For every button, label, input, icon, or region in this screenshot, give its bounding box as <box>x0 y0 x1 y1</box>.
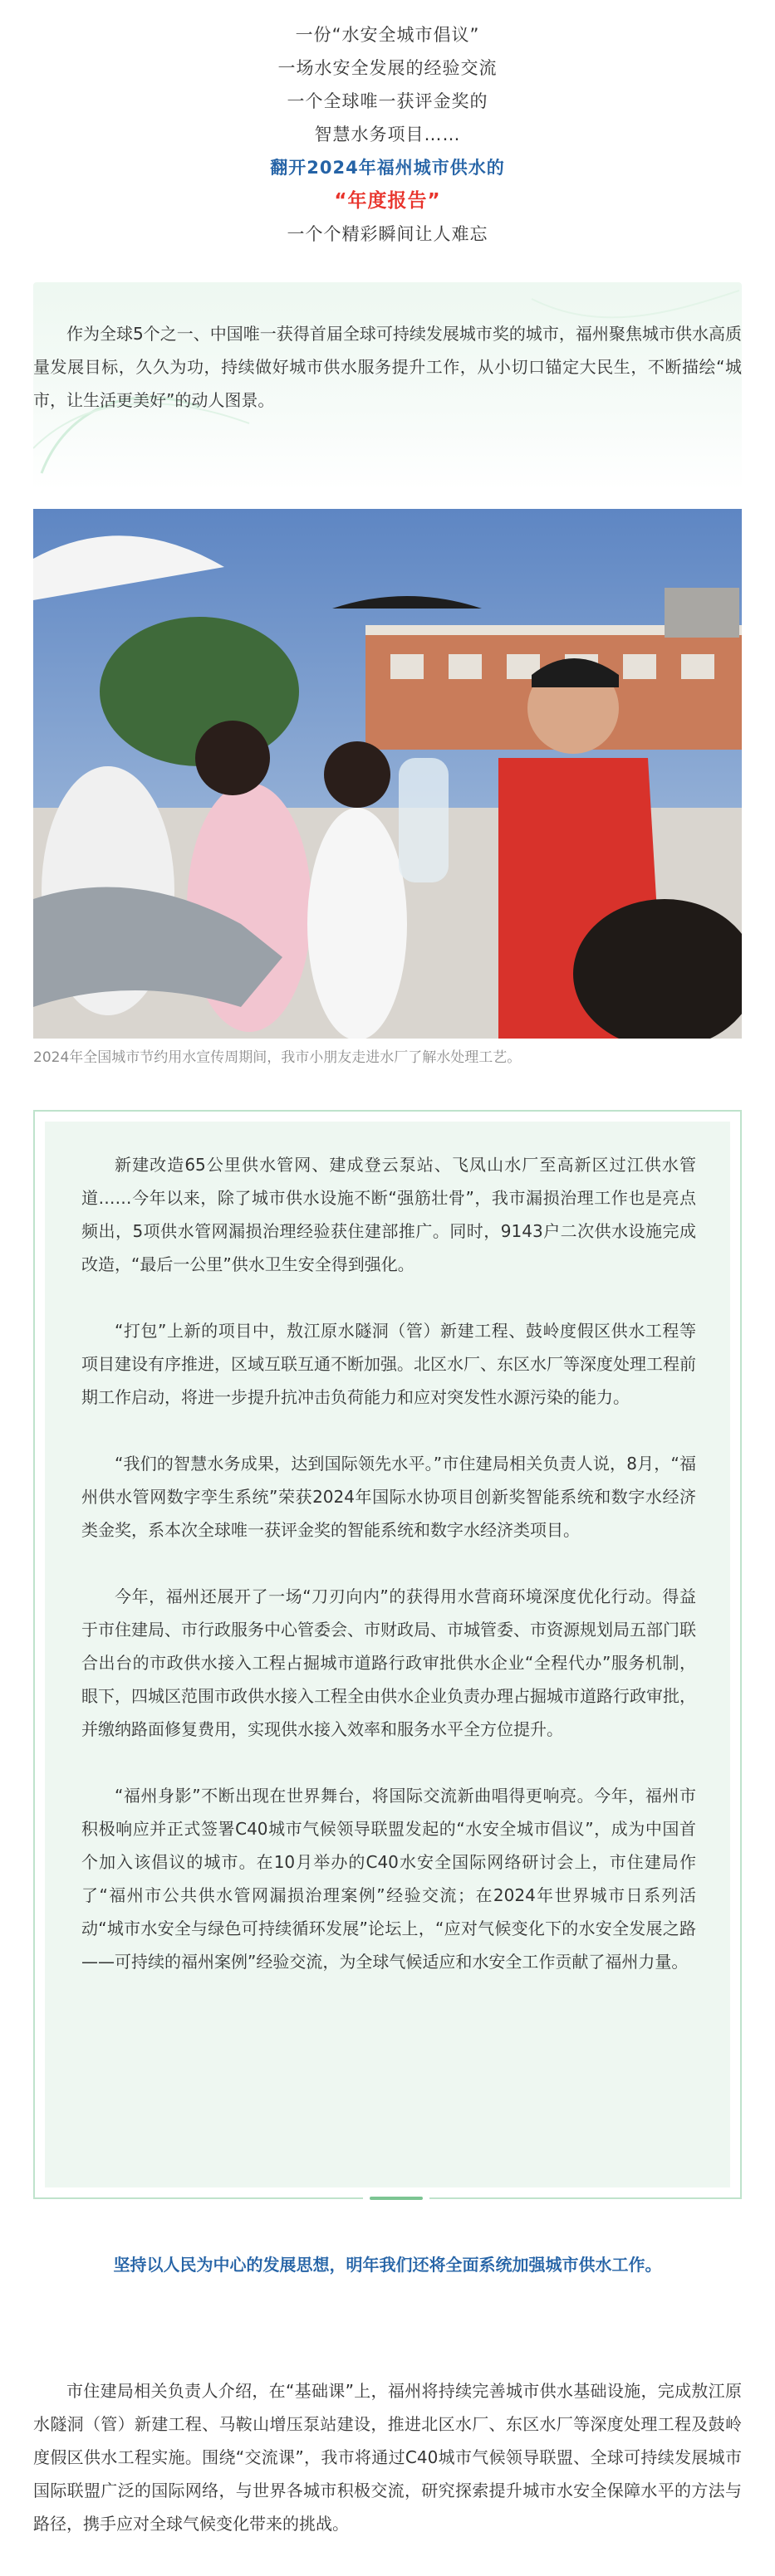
box-paragraph: “打包”上新的项目中，敖江原水隧洞（管）新建工程、鼓岭度假区供水工程等项目建设有序推进，区域互联互通不断加强。北区水厂、东区水厂等深度处理工程前期工作启动，将进一步提升抗冲击负荷能力和应对突发性水源污染的能力。 <box>81 1321 696 1407</box>
photo-caption: 2024年全国城市节约用水宣传周期间，我市小朋友走进水厂了解水处理工艺。 <box>33 1049 522 1066</box>
closing-paragraph: 市住建局相关负责人介绍，在“基础课”上，福州将持续完善城市供水基础设施，完成敖江原水隧洞（管）新建工程、马鞍山增压泵站建设，推进北区水厂、东区水厂等深度处理工程及鼓岭度假区供水工程实施。围绕“交流课”，我市将通过C40城市气候领导联盟、全球可持续发展城市国际联盟广泛的国际网络，与世界各城市积极交流，研究探索提升城市水安全保障水平的方法与路径，携手应对全球气候变化带来的挑战。 <box>33 2381 742 2534</box>
box-paragraph: “福州身影”不断出现在世界舞台，将国际交流新曲唱得更响亮。今年，福州市积极响应并正式签署C40城市气候领导联盟发起的“水安全城市倡议”，成为中国首个加入该倡议的城市。在10月举办的C40水安全国际网络研讨会上，市住建局作了“福州市公共供水管网漏损治理案例”经验交流；在2024年世界城市日系列活动“城市水安全与绿色可持续循环发展”论坛上，“应对气候变化下的水安全发展之路——可持续的福州案例”经验交流，为全球气候适应和水安全工作贡献了福州力量。 <box>81 1786 696 1972</box>
intro-line-1: 一份“水安全城市倡议” <box>295 25 480 45</box>
intro-line-4: 智慧水务项目…… <box>314 125 461 144</box>
box-paragraph: 今年，福州还展开了一场“刀刃向内”的获得用水营商环境深度优化行动。得益于市住建局、市行政服务中心管委会、市财政局、市城管委、市资源规划局五部门联合出台的市政供水接入工程占掘城市道路行政审批供水企业“全程代办”服务机制，眼下，四城区范围市政供水接入工程全由供水企业负责办理占掘城市道路行政审批，并缴纳路面修复费用，实现供水接入效率和服务水平全方位提升。 <box>81 1586 696 1739</box>
lead-section <box>33 282 742 490</box>
box-paragraph: 新建改造65公里供水管网、建成登云泵站、飞凤山水厂至高新区过江供水管道……今年以来，除了城市供水设施不断“强筋壮骨”，我市漏损治理工作也是亮点频出，5项供水管网漏损治理经验获住建部推广。同时，9143户二次供水设施完成改造，“最后一公里”供水卫生安全得到强化。 <box>81 1155 696 1274</box>
intro-line-3: 一个全球唯一获评金奖的 <box>287 91 488 111</box>
lead-paragraph: 作为全球5个之一、中国唯一获得首届全球可持续发展城市奖的城市，福州聚焦城市供水高质量发展目标，久久为功，持续做好城市供水服务提升工作，从小切口锚定大民生，不断描绘“城市，让生活更美好”的动人图景。 <box>33 324 742 410</box>
intro-line-5-highlight: 翻开2024年福州城市供水的 <box>270 158 505 178</box>
news-box <box>33 1110 742 2199</box>
intro-line-6-annual-report: “年度报告” <box>334 190 441 212</box>
box-bottom-tab <box>363 2194 429 2202</box>
intro-line-2: 一场水安全发展的经验交流 <box>277 58 498 78</box>
event-photo <box>33 509 742 1039</box>
intro-block <box>0 18 775 251</box>
water-plant-visit-photo <box>33 509 742 1039</box>
box-paragraph: “我们的智慧水务成果，达到国际领先水平。”市住建局相关负责人说，8月，“福州供水管网数字孪生系统”荣获2024年国际水协项目创新奖智能系统和数字水经济类金奖，系本次全球唯一获评金奖的智能系统和数字水经济类项目。 <box>81 1454 696 1540</box>
intro-line-7: 一个个精彩瞬间让人难忘 <box>287 224 488 244</box>
news-box-text <box>81 1148 696 2011</box>
highlight-sentence: 坚持以人民为中心的发展思想，明年我们还将全面系统加强城市供水工作。 <box>113 2255 662 2275</box>
